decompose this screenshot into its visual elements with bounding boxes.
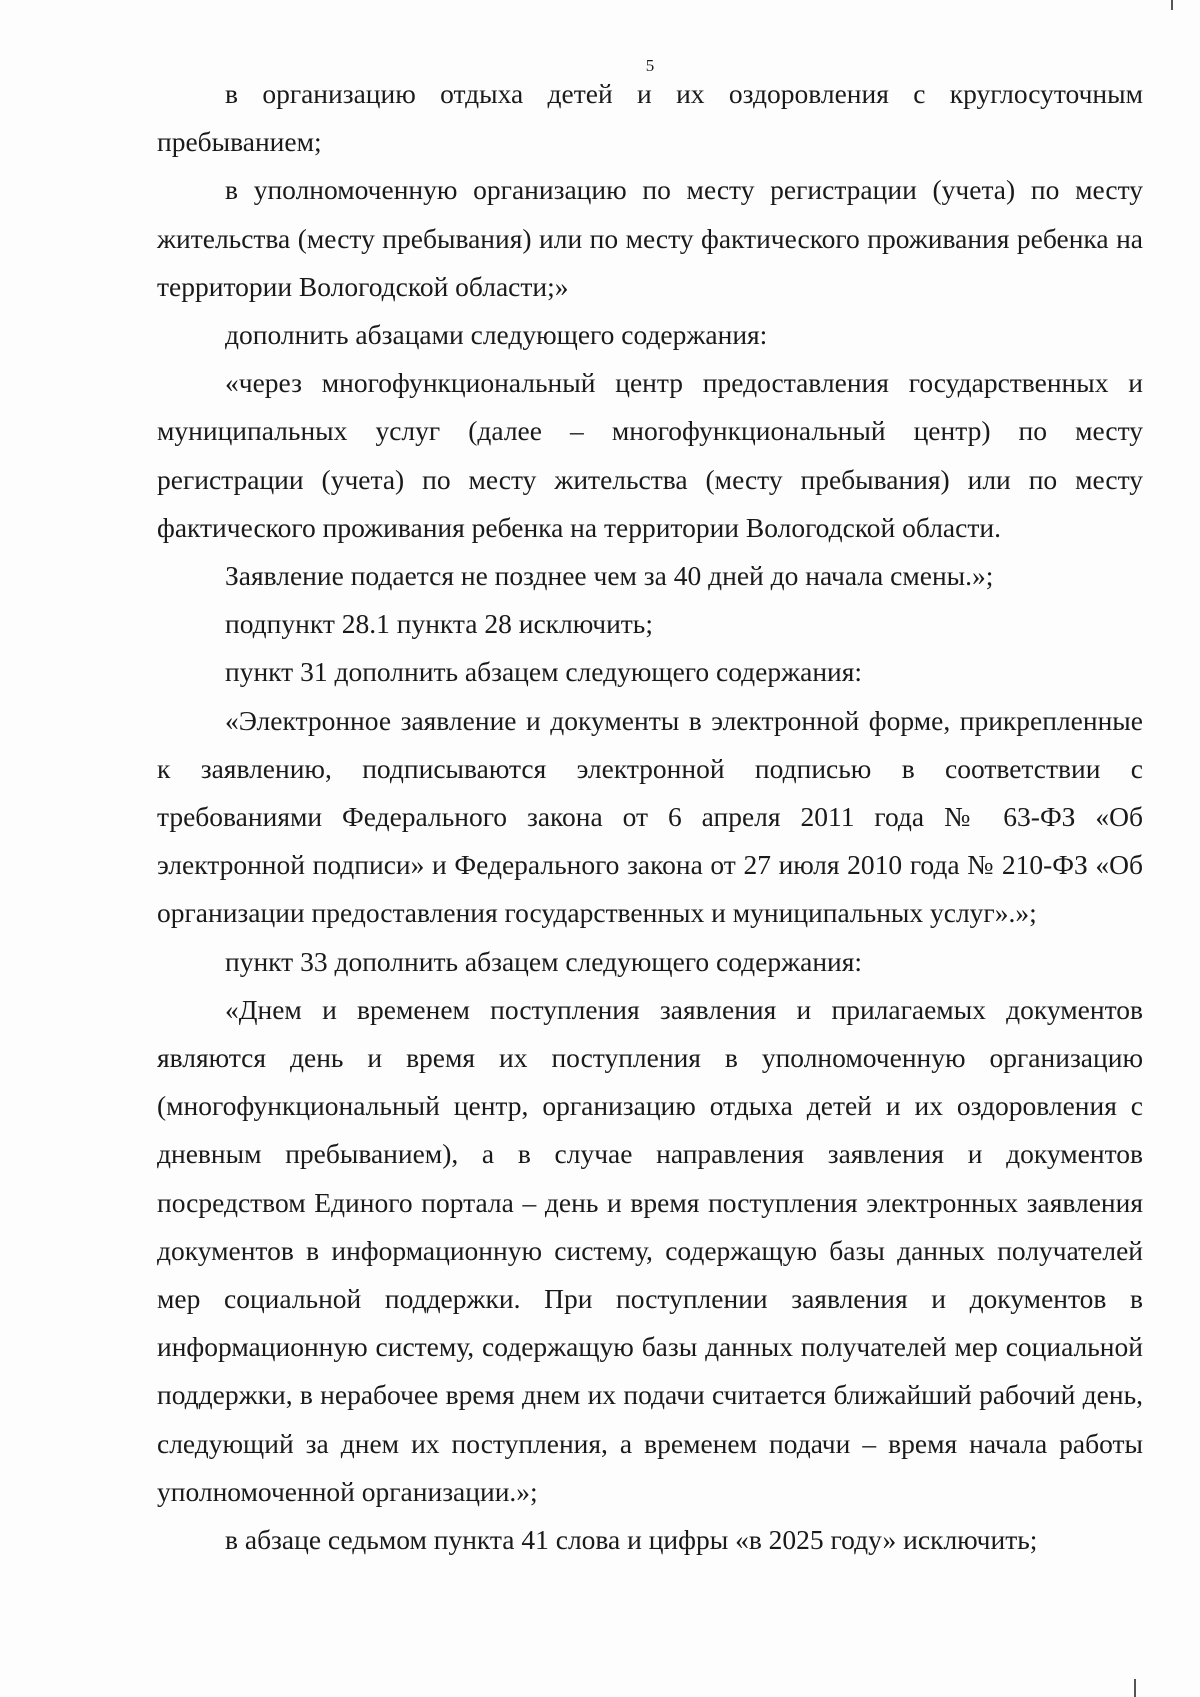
scan-corner-mark-top: [1171, 0, 1173, 10]
document-body: [157, 70, 1143, 1564]
paragraph-10: «Днем и временем поступления заявления и прилагаемых документов являются день и время их поступления в уполномоченную организацию (многофункциональный центр, организацию отдыха детей и их оздоровления с дневным пребыванием), а в случае направления заявления и документов посредством Единого портала – день и время поступления электронных заявления документов в информационную систему, содержащую базы данных получателей мер социальной поддержки. При поступлении заявления и документов в информационную систему, содержащую базы данных получателей мер социальной поддержки, в нерабочее время днем их подачи считается ближайший рабочий день, следующий за днем их поступления, а временем подачи – время начала работы уполномоченной организации.»;: [157, 993, 1143, 1507]
paragraph-7: пункт 31 дополнить абзацем следующего содержания:: [225, 656, 863, 688]
paragraph-5: Заявление подается не позднее чем за 40 дней до начала смены.»;: [225, 560, 994, 592]
scan-corner-mark-bottom: [1134, 1679, 1136, 1697]
paragraph-9: пункт 33 дополнить абзацем следующего содержания:: [225, 945, 863, 977]
paragraph-8: «Электронное заявление и документы в электронной форме, прикрепленные к заявлению, подписываются электронной подписью в соответствии с требованиями Федерального закона от 6 апреля 2011 года № 63-ФЗ «Об электронной подписи» и Федерального закона от 27 июля 2010 года № 210-ФЗ «Об организации предоставления государственных и муниципальных услуг».»;: [157, 704, 1143, 929]
page-number: 5: [645, 56, 655, 75]
paragraph-3: дополнить абзацами следующего содержания:: [225, 319, 768, 351]
paragraph-11: в абзаце седьмом пункта 41 слова и цифры «в 2025 году» исключить;: [225, 1524, 1038, 1556]
paragraph-4: «через многофункциональный центр предоставления государственных и муниципальных услуг (далее – многофункциональный центр) по месту регистрации (учета) по месту жительства (месту пребывания) или по месту фактического проживания ребенка на территории Вологодской области.: [157, 367, 1143, 543]
paragraph-1: в организацию отдыха детей и их оздоровления с круглосуточным пребыванием;: [157, 78, 1143, 158]
paragraph-6: подпункт 28.1 пункта 28 исключить;: [225, 608, 653, 640]
paragraph-2: в уполномоченную организацию по месту регистрации (учета) по месту жительства (месту пребывания) или по месту фактического проживания ребенка на территории Вологодской области;»: [157, 174, 1143, 302]
